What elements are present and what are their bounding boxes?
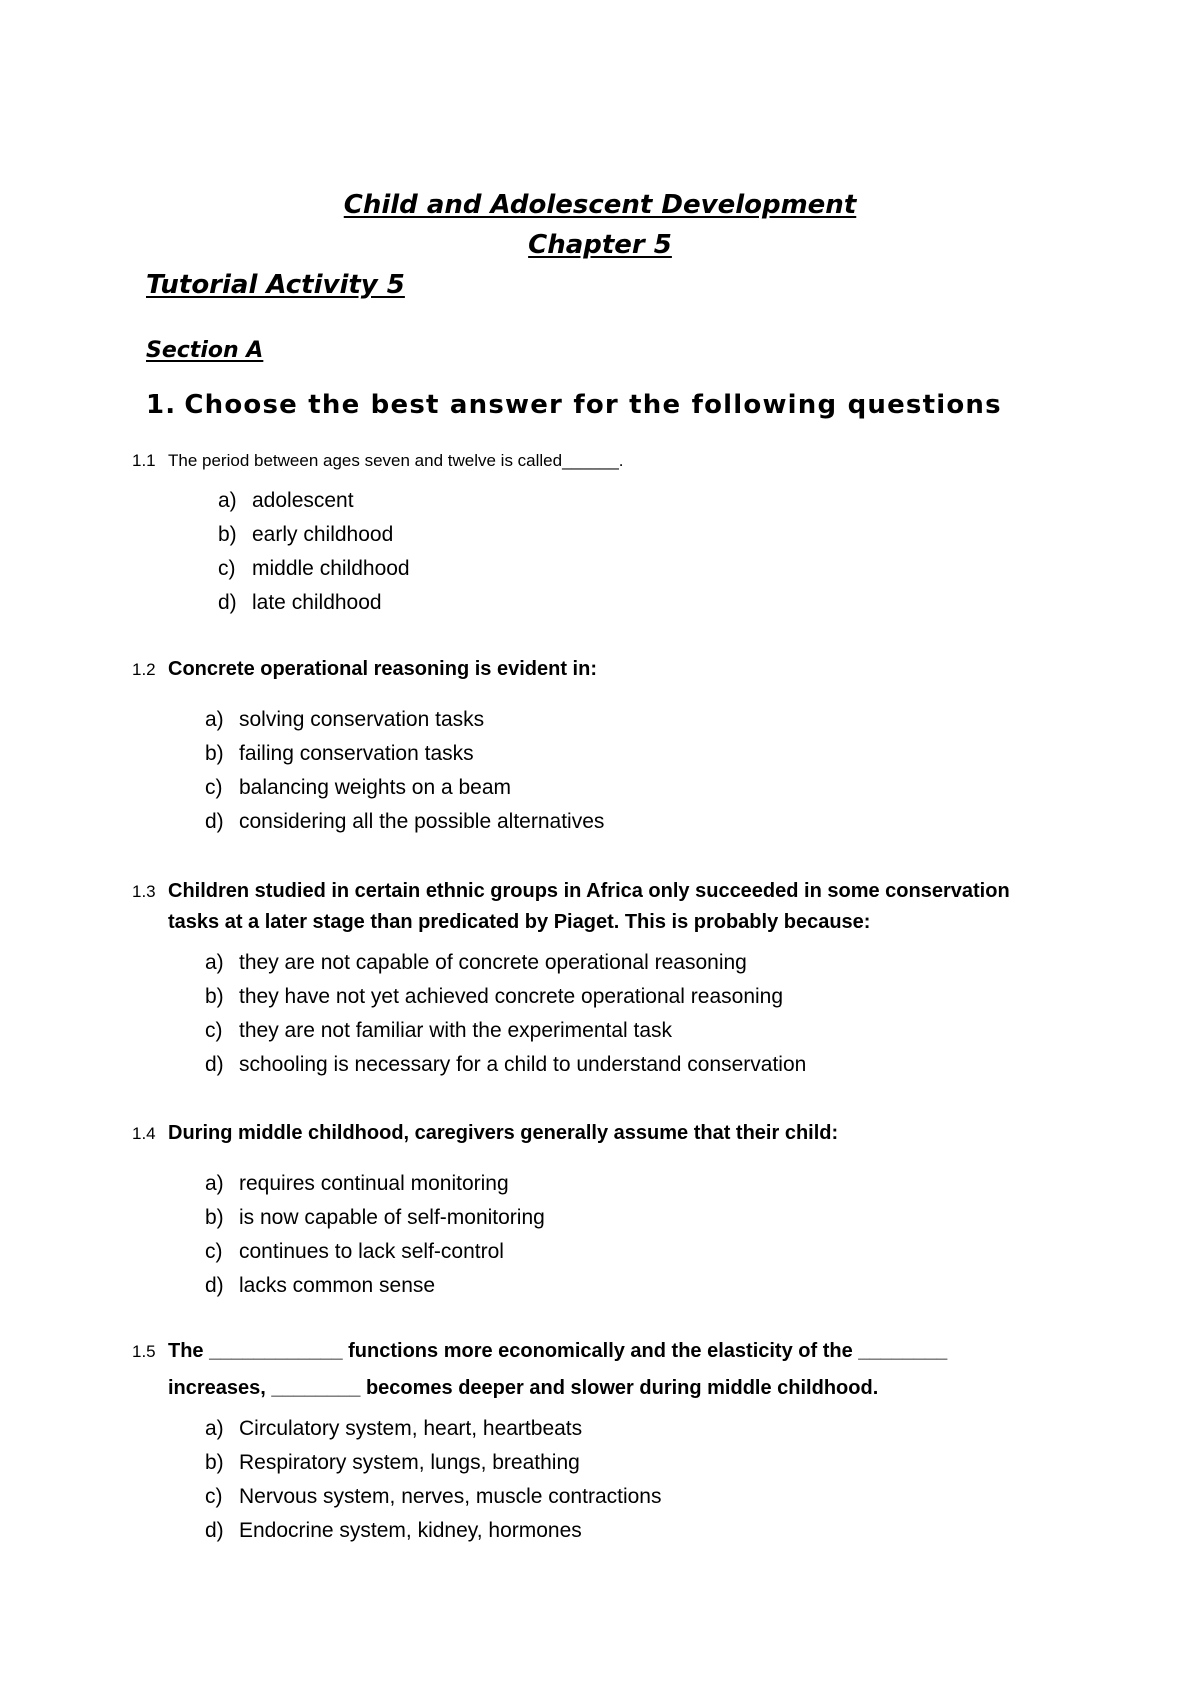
- question-number: 1.4: [132, 1124, 156, 1143]
- option-letter: a): [205, 1417, 224, 1440]
- option-a: [218, 484, 410, 518]
- option-c: [205, 771, 604, 805]
- options-list-1-1: [218, 484, 410, 620]
- option-letter: c): [205, 776, 223, 799]
- option-text: they are not capable of concrete operational reasoning: [239, 951, 747, 974]
- instruction-text: Choose the best answer for the following questions: [184, 390, 1002, 420]
- option-letter: c): [205, 1240, 223, 1263]
- option-b: [218, 518, 410, 552]
- option-text: schooling is necessary for a child to understand conservation: [239, 1053, 807, 1076]
- option-letter: b): [218, 523, 237, 546]
- option-letter: d): [205, 810, 224, 833]
- option-d: [218, 586, 410, 620]
- question-number: 1.5: [132, 1342, 156, 1361]
- question-text: The ____________ functions more economically and the elasticity of the ________: [168, 1340, 948, 1362]
- option-text: they have not yet achieved concrete operational reasoning: [239, 985, 784, 1008]
- options-list-1-3: [205, 946, 806, 1082]
- option-letter: b): [205, 1206, 224, 1229]
- tutorial-heading: Tutorial Activity 5: [146, 270, 405, 300]
- option-letter: b): [205, 1451, 224, 1474]
- option-d: [205, 1514, 661, 1548]
- question-text: Concrete operational reasoning is evident in:: [168, 658, 597, 680]
- option-c: [205, 1235, 545, 1269]
- option-text: solving conservation tasks: [239, 708, 485, 731]
- option-text: Respiratory system, lungs, breathing: [239, 1451, 580, 1474]
- option-letter: b): [205, 742, 224, 765]
- question-number: 1.1: [132, 451, 156, 470]
- option-text: Nervous system, nerves, muscle contractions: [239, 1485, 662, 1508]
- option-b: [205, 1201, 545, 1235]
- option-b: [205, 980, 806, 1014]
- option-text: Circulatory system, heart, heartbeats: [239, 1417, 583, 1440]
- question-text: During middle childhood, caregivers generally assume that their child:: [168, 1122, 839, 1144]
- options-list-1-5: [205, 1412, 661, 1548]
- option-letter: d): [205, 1274, 224, 1297]
- question-1-3: [132, 876, 1010, 937]
- option-text: failing conservation tasks: [239, 742, 474, 765]
- option-a: [205, 1412, 661, 1446]
- option-letter: d): [218, 591, 237, 614]
- option-letter: d): [205, 1519, 224, 1542]
- chapter-heading: Chapter 5: [528, 230, 672, 260]
- option-text: they are not familiar with the experimental task: [239, 1019, 673, 1042]
- option-text: balancing weights on a beam: [239, 776, 512, 799]
- option-text: early childhood: [252, 523, 394, 546]
- option-d: [205, 1048, 806, 1082]
- option-letter: b): [205, 985, 224, 1008]
- option-a: [205, 1167, 545, 1201]
- question-1-2: [132, 654, 597, 685]
- option-letter: c): [205, 1019, 223, 1042]
- option-c: [218, 552, 410, 586]
- options-list-1-4: [205, 1167, 545, 1303]
- question-number: 1.2: [132, 660, 156, 679]
- instruction-heading: [146, 390, 1002, 420]
- document-title: Child and Adolescent Development: [343, 190, 857, 220]
- question-1-4: [132, 1118, 838, 1149]
- option-text: late childhood: [252, 591, 382, 614]
- option-d: [205, 805, 604, 839]
- option-d: [205, 1269, 545, 1303]
- option-c: [205, 1480, 661, 1514]
- section-heading: Section A: [146, 338, 264, 363]
- option-text: Endocrine system, kidney, hormones: [239, 1519, 582, 1542]
- question-1-5: [132, 1336, 947, 1403]
- option-letter: d): [205, 1053, 224, 1076]
- option-text: continues to lack self-control: [239, 1240, 504, 1263]
- option-letter: a): [218, 489, 237, 512]
- option-b: [205, 1446, 661, 1480]
- option-c: [205, 1014, 806, 1048]
- question-text-line2: tasks at a later stage than predicated by Piaget. This is probably because:: [168, 911, 871, 933]
- question-text: The period between ages seven and twelve is called______.: [168, 451, 624, 470]
- option-text: adolescent: [252, 489, 354, 512]
- option-a: [205, 703, 604, 737]
- question-text-line2: increases, ________ becomes deeper and slower during middle childhood.: [168, 1377, 879, 1399]
- option-text: is now capable of self-monitoring: [239, 1206, 545, 1229]
- option-text: middle childhood: [252, 557, 410, 580]
- option-letter: a): [205, 1172, 224, 1195]
- option-text: lacks common sense: [239, 1274, 436, 1297]
- option-b: [205, 737, 604, 771]
- option-letter: a): [205, 708, 224, 731]
- option-letter: c): [218, 557, 236, 580]
- question-number: 1.3: [132, 882, 156, 901]
- option-letter: a): [205, 951, 224, 974]
- question-text: Children studied in certain ethnic groups in Africa only succeeded in some conservation: [168, 880, 1010, 902]
- option-letter: c): [205, 1485, 223, 1508]
- options-list-1-2: [205, 703, 604, 839]
- instruction-number: 1.: [146, 390, 177, 420]
- option-text: requires continual monitoring: [239, 1172, 509, 1195]
- option-a: [205, 946, 806, 980]
- option-text: considering all the possible alternatives: [239, 810, 605, 833]
- question-1-1: [132, 445, 624, 476]
